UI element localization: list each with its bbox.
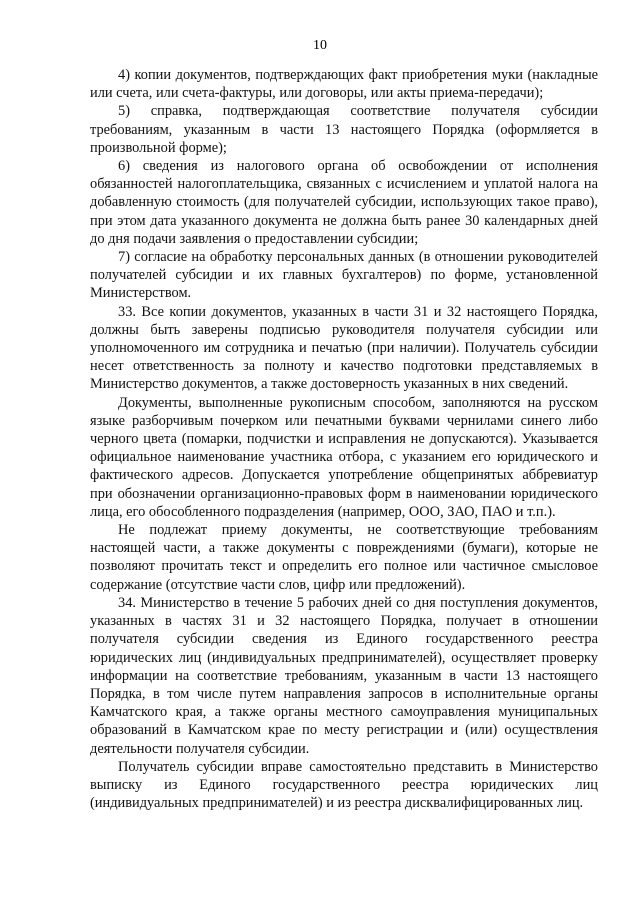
document-body xyxy=(90,66,598,812)
paragraph-clause-34: 34. Министерство в течение 5 рабочих дней со дня поступления документов, указанных в частях 31 и 32 настоящего Порядка, получает в отношении получателя субсидии сведения из Единого государственного реестра юридических лиц (индивидуальных предпринимателей), осуществляет проверку информации на соответствие требованиям, указанным в части 13 настоящего Порядка, в том числе путем направления запросов в исполнительные органы Камчатского края, а также органы местного самоуправления муниципальных образований в Камчатском крае по месту регистрации и (или) осуществления деятельности получателя субсидии. xyxy=(90,594,598,757)
paragraph-extract-right: Получатель субсидии вправе самостоятельно представить в Министерство выписку из Единого государственного реестра юридических лиц (индивидуальных предпринимателей) и из реестра дисквалифицированных лиц. xyxy=(90,758,598,812)
page-number: 10 xyxy=(313,38,327,53)
paragraph-not-accepted: Не подлежат приему документы, не соответствующие требованиям настоящей части, а также документы с повреждениями (бумаги), которые не позволяют прочитать текст и определить его полное или частичное смысловое содержание (отсутствие части слов, цифр или предложений). xyxy=(90,522,598,593)
paragraph-item-5-certificate: 5) справка, подтверждающая соответствие получателя субсидии требованиям, указанным в части 13 настоящего Порядка (оформляется в произвольной форме); xyxy=(90,103,598,156)
paragraph-item-4-copies: 4) копии документов, подтверждающих факт приобретения муки (накладные или счета, или счета-фактуры, или договоры, или акты приема-передачи); xyxy=(90,67,598,102)
paragraph-clause-33: 33. Все копии документов, указанных в части 31 и 32 настоящего Порядка, должны быть заверены подписью руководителя получателя субсидии или уполномоченного им сотрудника и печатью (при наличии). Получатель субсидии несет ответственность за полноту и качество подготовки представляемых в Министерство документов, а также достоверность указанных в них сведений. xyxy=(90,303,598,393)
paragraph-item-6-tax-info: 6) сведения из налогового органа об освобождении от исполнения обязанностей налогоплательщика, связанных с исчислением и уплатой налога на добавленную стоимость (для получателей субсидии, использующих такое право), при этом дата указанного документа не должна быть ранее 30 календарных дней до дня подачи заявления о предоставлении субсидии; xyxy=(90,158,598,247)
paragraph-item-7-consent: 7) согласие на обработку персональных данных (в отношении руководителей получателей субсидии и их главных бухгалтеров) по форме, установленной Министерством. xyxy=(90,249,598,302)
paragraph-handwritten-docs: Документы, выполненные рукописным способом, заполняются на русском языке разборчивым почерком или печатными буквами чернилами синего либо черного цвета (помарки, подчистки и исправления не допускаются). Указывается официальное наименование участника отбора, с указанием его юридического и фактического адресов. Допускается употребление общепринятых аббревиатур при обозначении организационно-правовых форм в наименовании юридического лица, его обособленного подразделения (например, ООО, ЗАО, ПАО и т.п.). xyxy=(90,394,598,520)
